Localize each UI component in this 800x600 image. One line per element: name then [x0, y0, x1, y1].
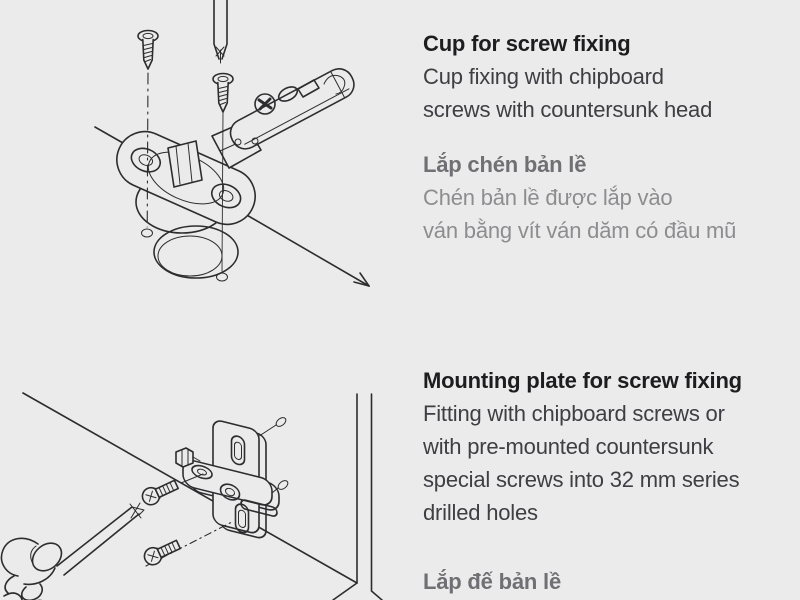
screwdriver-icon: [1, 503, 144, 600]
mounting-plate-diagram: [0, 330, 420, 600]
pilot-hole-icon: [142, 229, 153, 237]
pan-head-screw-icon: [140, 477, 180, 508]
section-body-en-line: with pre-mounted countersunk: [423, 434, 714, 459]
section-body-vi-line: Chén bản lề được lắp vào: [423, 185, 673, 210]
screwdriver-icon: [214, 0, 227, 63]
cup-fixing-diagram: [0, 0, 420, 330]
mounting-plate: [183, 412, 279, 543]
section-heading-en: Mounting plate for screw fixing: [423, 368, 742, 393]
center-line: [147, 73, 148, 227]
drilled-hole: [154, 226, 238, 278]
hinge-arm: [226, 64, 359, 154]
section-heading-vi: Lắp chén bản lề: [423, 152, 587, 177]
pan-head-screw-icon: [142, 537, 182, 568]
section-body-vi-line: ván bằng vít ván dăm có đầu mũ: [423, 218, 737, 243]
hinge-cup-insert: [168, 141, 202, 187]
section-body-en-line: screws with countersunk head: [423, 97, 713, 122]
section-heading-en: Cup for screw fixing: [423, 31, 631, 56]
section-body-en-line: Fitting with chipboard screws or: [423, 401, 725, 426]
section-heading-vi: Lắp đế bản lề: [423, 569, 561, 594]
chipboard-screw-icon: [138, 31, 158, 70]
chipboard-screw-icon: [213, 74, 233, 113]
section-body-en-line: Cup fixing with chipboard: [423, 64, 664, 89]
cup-section-text: [423, 27, 800, 247]
pilot-hole-icon: [217, 273, 228, 281]
cabinet-panel-lines: [23, 393, 382, 600]
section-body-en-line: special screws into 32 mm series: [423, 467, 740, 492]
section-body-en-line: drilled holes: [423, 500, 538, 525]
mounting-plate-section-text: [423, 364, 800, 598]
